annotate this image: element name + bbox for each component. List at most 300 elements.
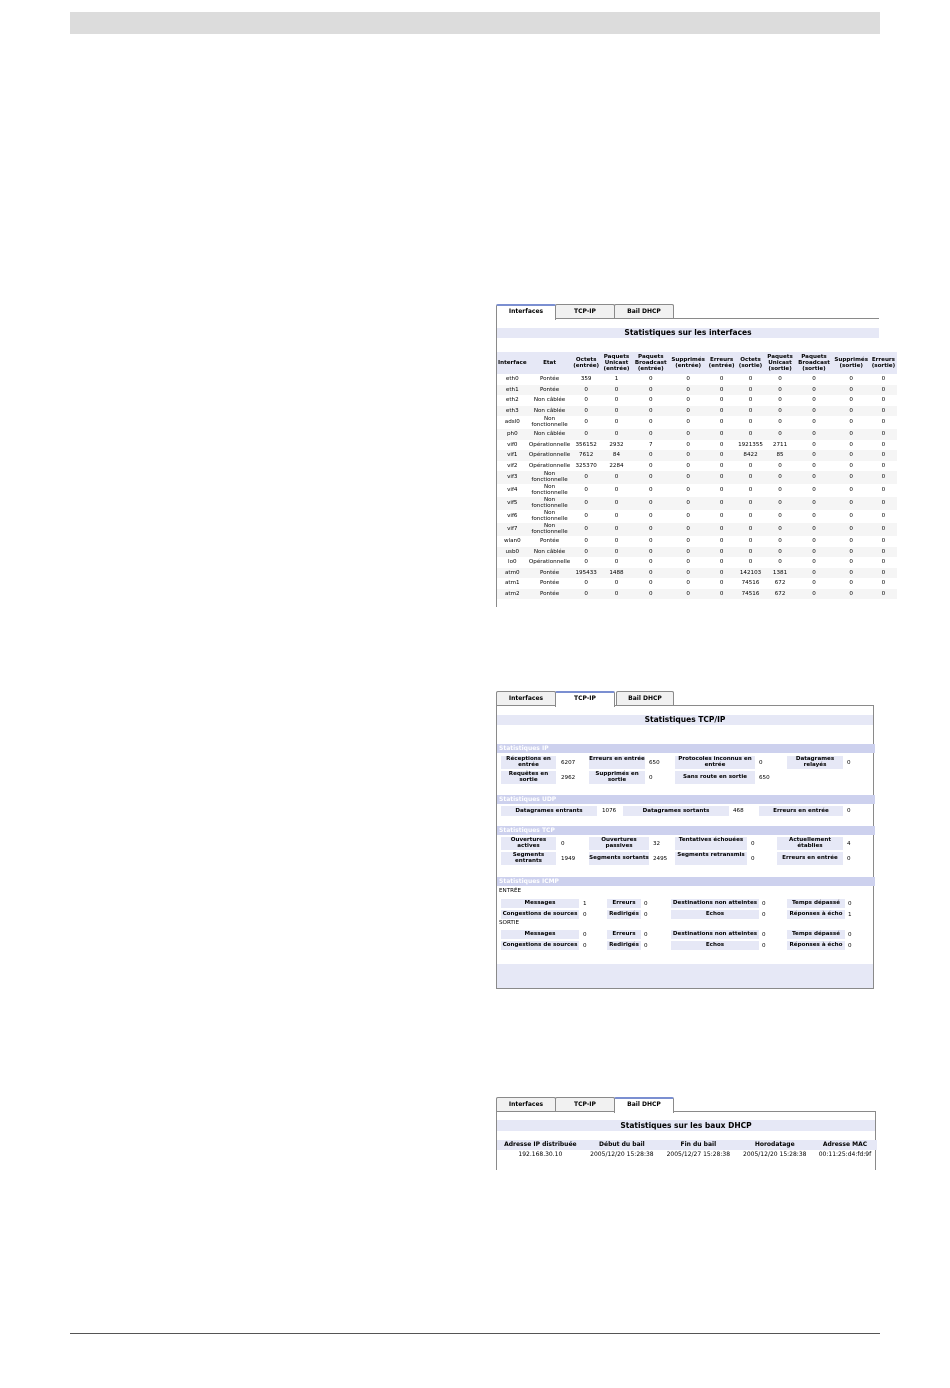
- table-row: [497, 440, 897, 451]
- table-cell: 0: [601, 497, 632, 510]
- tcp-segout-value: 2495: [653, 856, 668, 862]
- icmp-out-msg-label: Messages: [501, 930, 579, 939]
- table-cell: 0: [707, 547, 737, 558]
- tab-tcpip[interactable]: TCP-IP: [555, 691, 615, 707]
- dhcp-title: Statistiques sur les baux DHCP: [497, 1120, 875, 1131]
- table-cell: 0: [571, 429, 600, 440]
- table-cell: 7612: [571, 450, 600, 461]
- table-cell: 0: [795, 450, 832, 461]
- table-cell: 0: [614, 512, 619, 519]
- table-cell: 0: [669, 429, 706, 440]
- udp-in-label: Datagrames entrants: [501, 806, 597, 816]
- table-cell: 0: [849, 580, 853, 587]
- udp-err-value: 0: [847, 808, 851, 814]
- table-cell: 0: [669, 589, 706, 600]
- table-cell: 0: [748, 512, 753, 519]
- table-cell: adsl0: [504, 418, 520, 425]
- tab-dhcp[interactable]: Bail DHCP: [614, 1097, 674, 1113]
- table-cell: Opérationnelle: [528, 559, 571, 566]
- table-cell: 0: [686, 397, 690, 404]
- table-cell: 672: [765, 589, 796, 600]
- icmp-out-time-label: Temps dépassé: [787, 930, 845, 939]
- table-cell: 0: [632, 568, 669, 579]
- table-cell: Non câblée: [528, 429, 572, 440]
- table-row: [497, 578, 897, 589]
- table-cell: 0: [778, 538, 782, 545]
- table-cell: 0: [812, 462, 816, 469]
- interfaces-col-header: Paquets Broadcast (entrée): [632, 352, 669, 374]
- table-cell: 0: [812, 486, 816, 493]
- udp-in-value: 1076: [602, 808, 617, 814]
- tcpip-panel: [496, 705, 874, 989]
- table-cell: 2005/12/20 15:28:38: [743, 1150, 807, 1158]
- table-cell: 0: [812, 376, 816, 383]
- table-cell: 0: [778, 559, 782, 566]
- table-cell: 0: [795, 497, 832, 510]
- table-cell: 0: [833, 385, 870, 396]
- table-cell: 0: [707, 406, 737, 417]
- table-cell: 0: [778, 397, 782, 404]
- interfaces-col-header: Erreurs (sortie): [870, 352, 897, 374]
- table-cell: 0: [669, 450, 706, 461]
- table-cell: 0: [614, 486, 619, 493]
- table-cell: 0: [707, 471, 737, 484]
- table-cell: 0: [833, 568, 870, 579]
- table-cell: 0: [614, 580, 619, 587]
- table-cell: 0: [849, 441, 853, 448]
- table-cell: 74516: [741, 580, 760, 587]
- table-cell: 0: [748, 559, 753, 566]
- table-cell: 0: [614, 397, 619, 404]
- table-cell: vif3: [497, 471, 528, 484]
- table-cell: 2005/12/20 15:28:38: [590, 1150, 654, 1158]
- table-cell: 0: [778, 486, 782, 493]
- icmp-in-redir-label: Redirigés: [607, 910, 641, 919]
- icmp-out-err-value: 0: [644, 932, 648, 938]
- table-cell: Non fonctionnelle: [528, 523, 572, 536]
- table-row: [497, 497, 897, 510]
- table-cell: 0: [736, 406, 764, 417]
- table-cell: 0: [765, 523, 796, 536]
- table-cell: 0: [669, 523, 706, 536]
- table-cell: 0: [686, 441, 690, 448]
- tab-tcpip[interactable]: TCP-IP: [555, 1097, 615, 1111]
- interfaces-col-header: Etat: [528, 352, 572, 374]
- table-cell: 0: [669, 547, 706, 558]
- table-cell: eth2: [505, 397, 519, 404]
- table-cell: 0: [632, 450, 669, 461]
- table-cell: 0: [571, 497, 600, 510]
- table-cell: 0: [870, 471, 897, 484]
- table-cell: 0: [849, 512, 853, 519]
- table-row: [497, 374, 897, 385]
- dhcp-col-header: Début du bail: [584, 1140, 660, 1150]
- table-cell: atm2: [497, 589, 528, 600]
- tab-dhcp[interactable]: Bail DHCP: [614, 304, 674, 318]
- table-cell: 0: [707, 568, 737, 579]
- table-cell: 0: [849, 397, 853, 404]
- table-cell: Opérationnelle: [528, 462, 571, 469]
- table-cell: 0: [870, 589, 897, 600]
- table-cell: 0: [649, 486, 653, 493]
- table-cell: 0: [812, 559, 816, 566]
- icmp-out-redir-label: Redirigés: [607, 941, 641, 950]
- table-cell: 0: [795, 523, 832, 536]
- tcp-fail-value: 0: [751, 841, 755, 847]
- table-row: [497, 589, 897, 600]
- tcp-section-header: Statistiques TCP: [497, 826, 875, 835]
- icmp-in-echo-value: 0: [762, 912, 766, 918]
- dhcp-table: [497, 1140, 877, 1160]
- table-cell: 1: [614, 376, 619, 383]
- tab-tcpip[interactable]: TCP-IP: [555, 304, 615, 318]
- table-cell: 356152: [575, 441, 597, 448]
- table-cell: Pontée: [539, 580, 560, 587]
- table-cell: 0: [765, 471, 796, 484]
- udp-err-label: Erreurs en entrée: [759, 806, 843, 816]
- table-cell: 0: [881, 559, 886, 566]
- table-cell: 2005/12/27 15:28:38: [666, 1150, 731, 1158]
- table-cell: 0: [719, 397, 724, 404]
- tcp-errin-value: 0: [847, 856, 851, 862]
- icmp-in-msg-label: Messages: [501, 899, 579, 908]
- table-row: [497, 568, 897, 579]
- ip-noroute-label: Sans route en sortie: [675, 771, 755, 784]
- table-cell: 0: [748, 418, 753, 425]
- table-cell: 0: [584, 512, 588, 519]
- tab-interfaces[interactable]: Interfaces: [496, 691, 556, 705]
- table-cell: Non fonctionnelle: [531, 509, 568, 522]
- table-cell: 0: [748, 486, 753, 493]
- ip-req-label: Requêtes en sortie: [501, 771, 556, 784]
- tcp-segin-value: 1949: [561, 856, 576, 862]
- tab-interfaces[interactable]: Interfaces: [496, 304, 556, 320]
- interfaces-col-header: Erreurs (entrée): [707, 352, 737, 374]
- table-cell: 0: [649, 462, 653, 469]
- table-row: [497, 1150, 877, 1160]
- icmp-out-rep-label: Réponses à écho: [787, 941, 845, 950]
- tcp-active-label: Ouvertures actives: [501, 837, 556, 850]
- table-cell: 0: [748, 462, 753, 469]
- tcpip-footer-bar: [497, 964, 873, 988]
- table-cell: 0: [571, 471, 600, 484]
- icmp-out-echo-label: Echos: [671, 941, 759, 950]
- table-cell: 0: [812, 538, 816, 545]
- table-cell: 0: [649, 397, 653, 404]
- table-cell: 0: [849, 559, 853, 566]
- table-cell: 0: [870, 547, 897, 558]
- table-cell: 0: [812, 418, 816, 425]
- ip-relay-label: Datagrames relayés: [787, 756, 843, 769]
- table-cell: Non câblée: [528, 406, 572, 417]
- ip-relay-value: 0: [847, 760, 851, 766]
- ip-drop-value: 0: [649, 775, 653, 781]
- table-cell: 1488: [601, 568, 632, 579]
- table-cell: 0: [881, 418, 886, 425]
- table-cell: 0: [870, 568, 897, 579]
- table-cell: 142103: [736, 568, 764, 579]
- table-row: [497, 471, 897, 484]
- table-cell: 00:11:25:d4:fd:9f: [818, 1150, 872, 1158]
- icmp-in-time-value: 0: [848, 901, 852, 907]
- table-row: [497, 395, 897, 406]
- icmp-out-dest-label: Destinations non atteintes: [672, 931, 758, 937]
- table-row: [497, 510, 897, 523]
- table-cell: 672: [774, 580, 786, 587]
- table-cell: 0: [736, 497, 764, 510]
- interfaces-col-header: Paquets Unicast (entrée): [601, 352, 632, 374]
- table-cell: 7: [649, 441, 653, 448]
- table-cell: 0: [736, 547, 764, 558]
- table-cell: 0: [881, 441, 886, 448]
- dhcp-col-header: Adresse MAC: [813, 1140, 877, 1150]
- table-cell: 0: [614, 538, 619, 545]
- interfaces-panel: [496, 318, 896, 607]
- interfaces-col-header: Paquets Unicast (sortie): [765, 352, 796, 374]
- table-row: [497, 385, 897, 396]
- table-cell: 2932: [609, 441, 624, 448]
- page-header-bar: [70, 12, 880, 34]
- table-cell: Pontée: [528, 385, 572, 396]
- table-cell: 0: [778, 462, 782, 469]
- table-cell: Opérationnelle: [528, 441, 571, 448]
- icmp-in-dest-label: Destinations non atteintes: [672, 900, 758, 906]
- table-cell: 0: [601, 471, 632, 484]
- icmp-in-cong-value: 0: [583, 912, 587, 918]
- table-cell: 8422: [736, 450, 764, 461]
- table-cell: 0: [748, 538, 753, 545]
- icmp-out-echo-value: 0: [762, 943, 766, 949]
- table-cell: ph0: [497, 429, 528, 440]
- table-cell: 0: [669, 497, 706, 510]
- table-cell: 0: [833, 429, 870, 440]
- table-cell: usb0: [497, 547, 528, 558]
- icmp-in-rep-label: Réponses à écho: [787, 910, 845, 919]
- ip-errin-value: 650: [649, 760, 660, 766]
- tcpip-title: Statistiques TCP/IP: [497, 715, 873, 725]
- table-cell: 0: [669, 568, 706, 579]
- table-cell: 0: [795, 385, 832, 396]
- icmp-in-err-label: Erreurs: [607, 899, 641, 908]
- table-cell: 0: [719, 538, 724, 545]
- table-cell: 0: [584, 397, 588, 404]
- table-cell: 0: [601, 406, 632, 417]
- interfaces-table: [497, 352, 897, 599]
- table-cell: 195433: [571, 568, 600, 579]
- table-cell: eth0: [505, 376, 519, 383]
- table-cell: 0: [765, 385, 796, 396]
- table-cell: 0: [778, 418, 782, 425]
- table-cell: 0: [849, 462, 853, 469]
- table-cell: 0: [669, 406, 706, 417]
- table-cell: 0: [719, 580, 724, 587]
- table-cell: 0: [686, 486, 690, 493]
- table-cell: 0: [719, 512, 724, 519]
- table-cell: 0: [707, 429, 737, 440]
- dhcp-col-header: Horodatage: [737, 1140, 813, 1150]
- table-cell: 0: [584, 418, 588, 425]
- table-cell: 0: [812, 512, 816, 519]
- table-cell: Pontée: [528, 568, 572, 579]
- table-cell: 0: [686, 512, 690, 519]
- table-cell: 0: [849, 376, 853, 383]
- table-cell: 0: [649, 376, 653, 383]
- icmp-out-redir-value: 0: [644, 943, 648, 949]
- table-cell: vif2: [507, 462, 518, 469]
- interfaces-col-header: Octets (sortie): [736, 352, 764, 374]
- table-row: [497, 406, 897, 417]
- table-cell: 0: [601, 547, 632, 558]
- dhcp-panel: [496, 1111, 876, 1170]
- table-cell: 0: [571, 547, 600, 558]
- icmp-out-dest-value: 0: [762, 932, 766, 938]
- table-cell: 0: [601, 523, 632, 536]
- interfaces-title: Statistiques sur les interfaces: [497, 328, 879, 338]
- ip-rx-value: 6207: [561, 760, 576, 766]
- table-cell: 0: [833, 406, 870, 417]
- table-cell: 0: [584, 559, 588, 566]
- table-cell: 0: [584, 486, 588, 493]
- table-cell: eth1: [497, 385, 528, 396]
- table-cell: 0: [748, 397, 753, 404]
- table-cell: 0: [881, 376, 886, 383]
- tab-interfaces[interactable]: Interfaces: [496, 1097, 556, 1111]
- table-row: [497, 450, 897, 461]
- table-cell: Non câblée: [528, 547, 572, 558]
- udp-section-header: Statistiques UDP: [497, 795, 875, 804]
- table-cell: 1381: [765, 568, 796, 579]
- table-cell: 1921355: [738, 441, 763, 448]
- table-cell: 0: [686, 462, 690, 469]
- table-cell: Non fonctionnelle: [528, 471, 572, 484]
- icmp-in-err-value: 0: [644, 901, 648, 907]
- table-cell: 0: [833, 589, 870, 600]
- table-cell: 0: [614, 418, 619, 425]
- icmp-in-dest-value: 0: [762, 901, 766, 907]
- table-row: [497, 523, 897, 536]
- icmp-out-rep-value: 0: [848, 943, 852, 949]
- tcp-estab-value: 4: [847, 841, 851, 847]
- table-cell: 0: [765, 406, 796, 417]
- table-cell: 0: [601, 429, 632, 440]
- table-cell: 0: [632, 406, 669, 417]
- table-cell: 0: [881, 397, 886, 404]
- table-cell: 0: [649, 559, 653, 566]
- table-cell: 0: [870, 385, 897, 396]
- table-cell: 0: [686, 376, 690, 383]
- table-cell: lo0: [508, 559, 517, 566]
- table-cell: 0: [584, 538, 588, 545]
- tcp-passive-label: Ouvertures passives: [589, 837, 649, 850]
- table-cell: 0: [833, 547, 870, 558]
- dhcp-col-header: Adresse IP distribuée: [497, 1140, 584, 1150]
- table-cell: 0: [812, 580, 816, 587]
- table-cell: 0: [778, 512, 782, 519]
- ip-section-header: Statistiques IP: [497, 744, 875, 753]
- table-cell: vif4: [507, 486, 518, 493]
- icmp-in-redir-value: 0: [644, 912, 648, 918]
- table-cell: 0: [748, 376, 753, 383]
- icmp-in-cong-label: Congestions de sources: [502, 911, 578, 917]
- table-cell: 0: [571, 523, 600, 536]
- table-row: [497, 429, 897, 440]
- table-cell: wlan0: [503, 538, 521, 545]
- table-cell: 0: [614, 559, 619, 566]
- tcp-active-value: 0: [561, 841, 565, 847]
- table-cell: 0: [632, 385, 669, 396]
- ip-unk-label: Protocoles inconnus en entrée: [675, 756, 755, 769]
- table-cell: 0: [686, 418, 690, 425]
- table-cell: 0: [778, 376, 782, 383]
- table-cell: Non câblée: [533, 397, 566, 404]
- icmp-in-msg-value: 1: [583, 901, 587, 907]
- table-cell: 85: [765, 450, 796, 461]
- table-cell: 0: [601, 589, 632, 600]
- table-row: [497, 416, 897, 429]
- table-cell: vif0: [507, 441, 518, 448]
- table-cell: 0: [649, 512, 653, 519]
- tcp-segout-label: Segments sortants: [589, 852, 649, 865]
- table-cell: vif7: [497, 523, 528, 536]
- table-cell: 0: [571, 589, 600, 600]
- table-cell: 0: [881, 512, 886, 519]
- tcp-retrans-value: 0: [751, 856, 755, 862]
- table-cell: 0: [632, 523, 669, 536]
- tab-dhcp[interactable]: Bail DHCP: [616, 691, 674, 705]
- tcp-errin-label: Erreurs en entrée: [777, 852, 843, 865]
- icmp-out-cong-value: 0: [583, 943, 587, 949]
- table-cell: 0: [719, 418, 724, 425]
- table-cell: 0: [571, 385, 600, 396]
- table-cell: 0: [632, 471, 669, 484]
- table-cell: 0: [881, 462, 886, 469]
- ip-drop-label: Supprimés en sortie: [589, 771, 645, 784]
- table-cell: 0: [795, 568, 832, 579]
- table-cell: 0: [584, 580, 588, 587]
- table-cell: 0: [669, 471, 706, 484]
- table-cell: 0: [795, 429, 832, 440]
- table-cell: 0: [795, 471, 832, 484]
- ip-rx-label: Réceptions en entrée: [501, 756, 556, 769]
- udp-out-label: Datagrames sortants: [623, 806, 729, 816]
- table-cell: 0: [833, 523, 870, 536]
- icmp-in-rep-value: 1: [848, 912, 852, 918]
- table-cell: 0: [686, 538, 690, 545]
- table-cell: 0: [632, 497, 669, 510]
- icmp-in-echo-label: Echos: [671, 910, 759, 919]
- table-cell: 2284: [609, 462, 624, 469]
- ip-errin-label: Erreurs en entrée: [589, 756, 645, 769]
- tcpip-screenshot: [496, 691, 874, 989]
- table-cell: 0: [707, 450, 737, 461]
- tcp-segin-label: Segments entrants: [501, 852, 556, 865]
- interfaces-col-header: Paquets Broadcast (sortie): [795, 352, 832, 374]
- table-cell: 0: [870, 523, 897, 536]
- table-cell: vif5: [497, 497, 528, 510]
- table-cell: 0: [870, 450, 897, 461]
- table-cell: eth3: [497, 406, 528, 417]
- table-cell: 0: [765, 547, 796, 558]
- table-cell: 0: [686, 580, 690, 587]
- tcp-passive-value: 32: [653, 841, 661, 847]
- tcp-retrans-label: Segments retransmis: [675, 852, 747, 865]
- table-cell: Non fonctionnelle: [531, 415, 568, 428]
- table-cell: 0: [669, 385, 706, 396]
- table-cell: 0: [881, 486, 886, 493]
- table-cell: 0: [870, 497, 897, 510]
- ip-unk-value: 0: [759, 760, 763, 766]
- tcp-fail-label: Tentatives échouées: [675, 837, 747, 850]
